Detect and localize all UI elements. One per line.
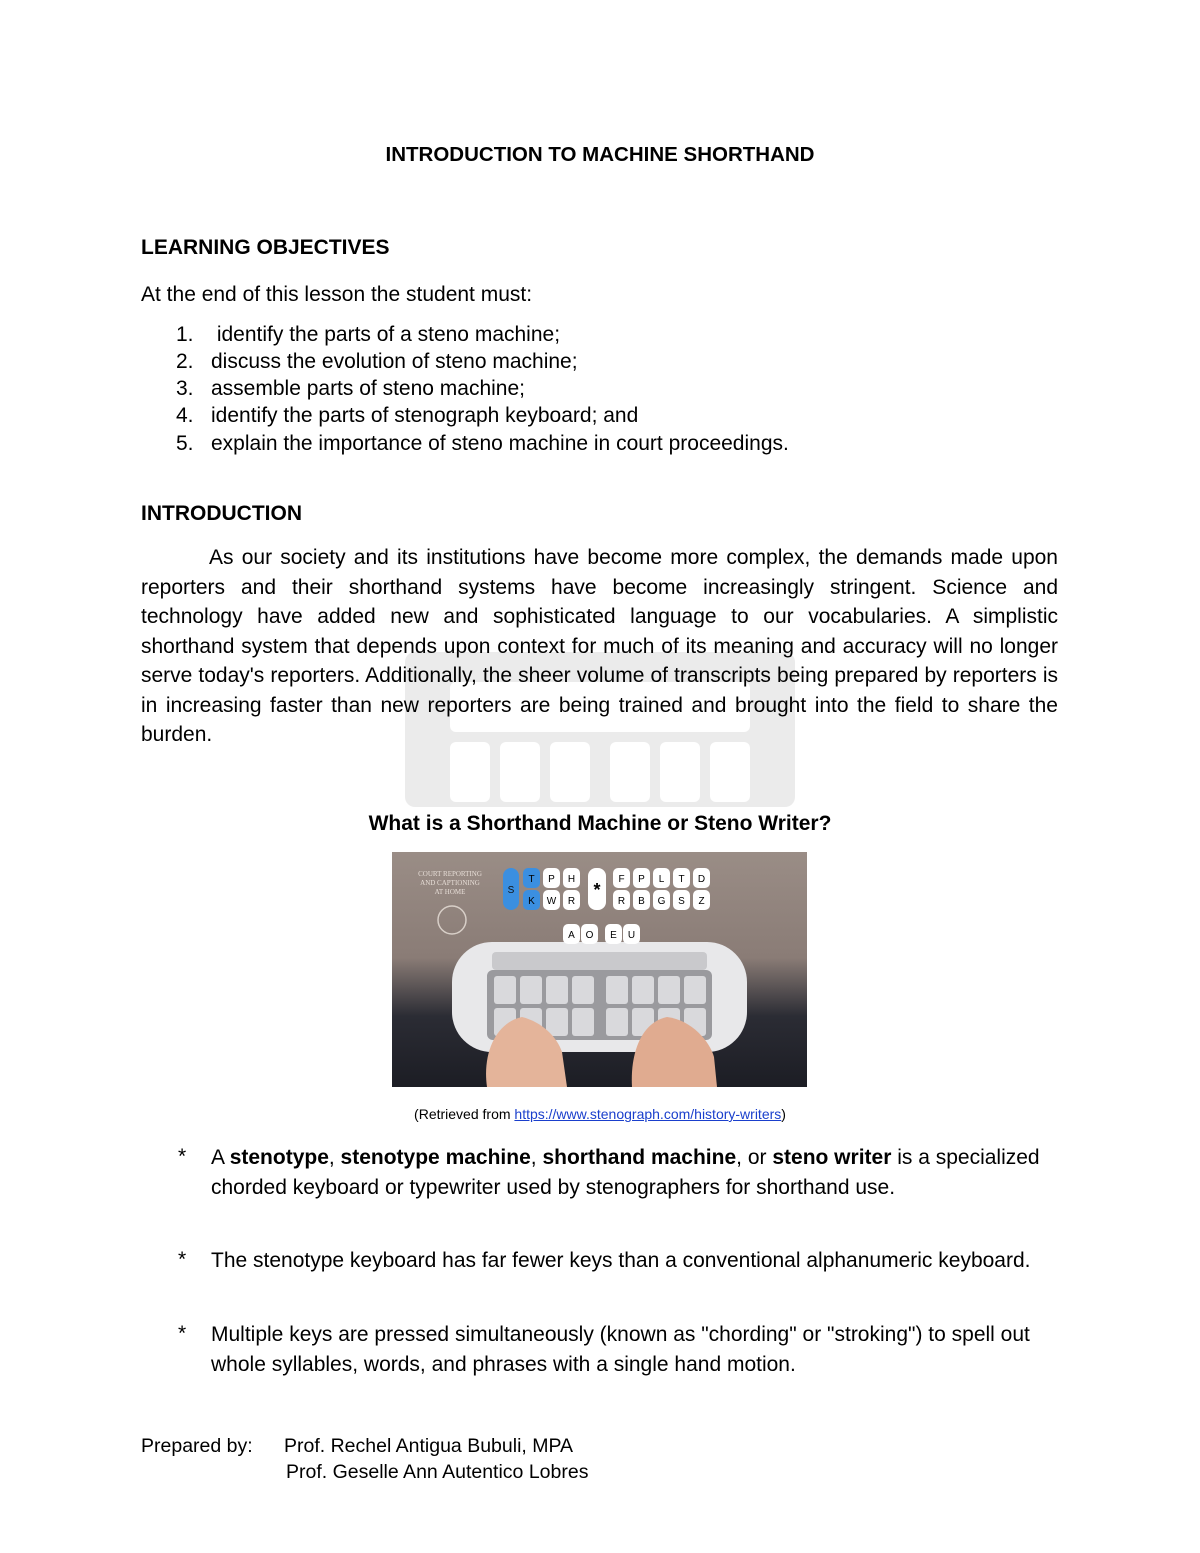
keys-row-1 [523, 868, 710, 888]
bullet-text-part: is a specialized chorded keyboard or typewriter used by stenographers for shorthand use. [211, 1146, 1040, 1199]
list-item: identify the parts of stenograph keyboard; and [211, 404, 639, 427]
introduction-paragraph [141, 543, 1058, 750]
logo-line: COURT REPORTING [418, 870, 482, 878]
list-item-number: 5. [176, 432, 194, 455]
key-label: B [638, 896, 645, 907]
bullet-item [211, 1143, 1061, 1202]
caption-link[interactable]: https://www.stenograph.com/history-writers [514, 1106, 782, 1122]
logo-seal-icon [438, 906, 466, 934]
objectives-intro: At the end of this lesson the student must: [141, 283, 533, 306]
vowel-keys [563, 924, 640, 944]
bullet-item: The stenotype keyboard has far fewer keys than a conventional alphanumeric keyboard. [211, 1249, 1031, 1272]
section-heading: What is a Shorthand Machine or Steno Writer? [368, 812, 832, 835]
steno-machine-image [392, 852, 807, 1087]
key-label: H [567, 874, 576, 885]
logo-line: AT HOME [434, 888, 466, 896]
key-label: R [567, 896, 576, 907]
key-label: * [593, 880, 601, 900]
image-caption [0, 1106, 1200, 1122]
term-bold: stenotype [229, 1146, 329, 1169]
key-label: Z [698, 896, 705, 907]
caption-prefix: (Retrieved from [414, 1106, 515, 1122]
list-item: discuss the evolution of steno machine; [211, 350, 578, 373]
key-label: S [507, 885, 515, 896]
logo-line: AND CAPTIONING [420, 879, 480, 887]
key-label: G [657, 896, 666, 907]
bullet-text-part: , or [736, 1146, 773, 1169]
key-label: O [585, 930, 594, 941]
list-item-number: 1. [176, 323, 194, 346]
key-label: T [528, 874, 535, 885]
list-item-number: 2. [176, 350, 194, 373]
key-label: E [610, 930, 617, 941]
key-label: D [697, 874, 706, 885]
page-title: INTRODUCTION TO MACHINE SHORTHAND [385, 143, 815, 166]
prepared-by-label: Prepared by: [141, 1435, 253, 1457]
list-item: assemble parts of steno machine; [211, 377, 525, 400]
caption-suffix: ) [781, 1106, 786, 1122]
introduction-heading: INTRODUCTION [141, 502, 302, 525]
bullet-item: Multiple keys are pressed simultaneously (known as "chording" or "stroking") to spell out whole syllables, words, and phrases with a single hand motion. [211, 1323, 1030, 1376]
key-label: L [658, 874, 665, 885]
steno-illustration [392, 852, 807, 1087]
keys-row-2 [523, 890, 710, 910]
key-label: U [627, 930, 636, 941]
list-item: explain the importance of steno machine in court proceedings. [211, 432, 789, 455]
key-label: R [617, 896, 626, 907]
key-label: A [568, 930, 575, 941]
bullet-text-part: , [328, 1146, 341, 1169]
term-bold: stenotype machine [340, 1146, 531, 1169]
key-label: P [548, 874, 555, 885]
bullet-marker: * [178, 1248, 187, 1271]
bullet-marker: * [178, 1145, 187, 1168]
bullet-text-part: A [211, 1146, 230, 1169]
list-item: identify the parts of a steno machine; [211, 323, 561, 346]
bullet-marker: * [178, 1322, 187, 1345]
objectives-heading: LEARNING OBJECTIVES [141, 236, 390, 259]
term-bold: steno writer [772, 1146, 892, 1169]
key-label: P [638, 874, 645, 885]
bullet-text-part: , [530, 1146, 543, 1169]
author-name: Prof. Geselle Ann Autentico Lobres [286, 1461, 589, 1483]
list-item-number: 3. [176, 377, 194, 400]
introduction-text: As our society and its institutions have become more complex, the demands made upon reporters and their shorthand systems have become increasingly stringent. Science and technology have added new and sophisticated language to our vocabularies. A simplistic shorthand system that depends upon context for much of its meaning and accuracy will no longer serve today's reporters. Additionally, the sheer volume of transcripts being prepared by reporters is in increasing faster than new reporters are being trained and brought into the field to share the burden. [141, 546, 1058, 746]
key-label: F [618, 874, 625, 885]
key-label: T [678, 874, 685, 885]
author-name: Prof. Rechel Antigua Bubuli, MPA [284, 1435, 574, 1457]
key-label: K [528, 896, 535, 907]
key-label: W [546, 896, 557, 907]
steno-keyboard-diagram [503, 868, 710, 944]
term-bold: shorthand machine [542, 1146, 737, 1169]
key-label: S [678, 896, 685, 907]
list-item-number: 4. [176, 404, 194, 427]
